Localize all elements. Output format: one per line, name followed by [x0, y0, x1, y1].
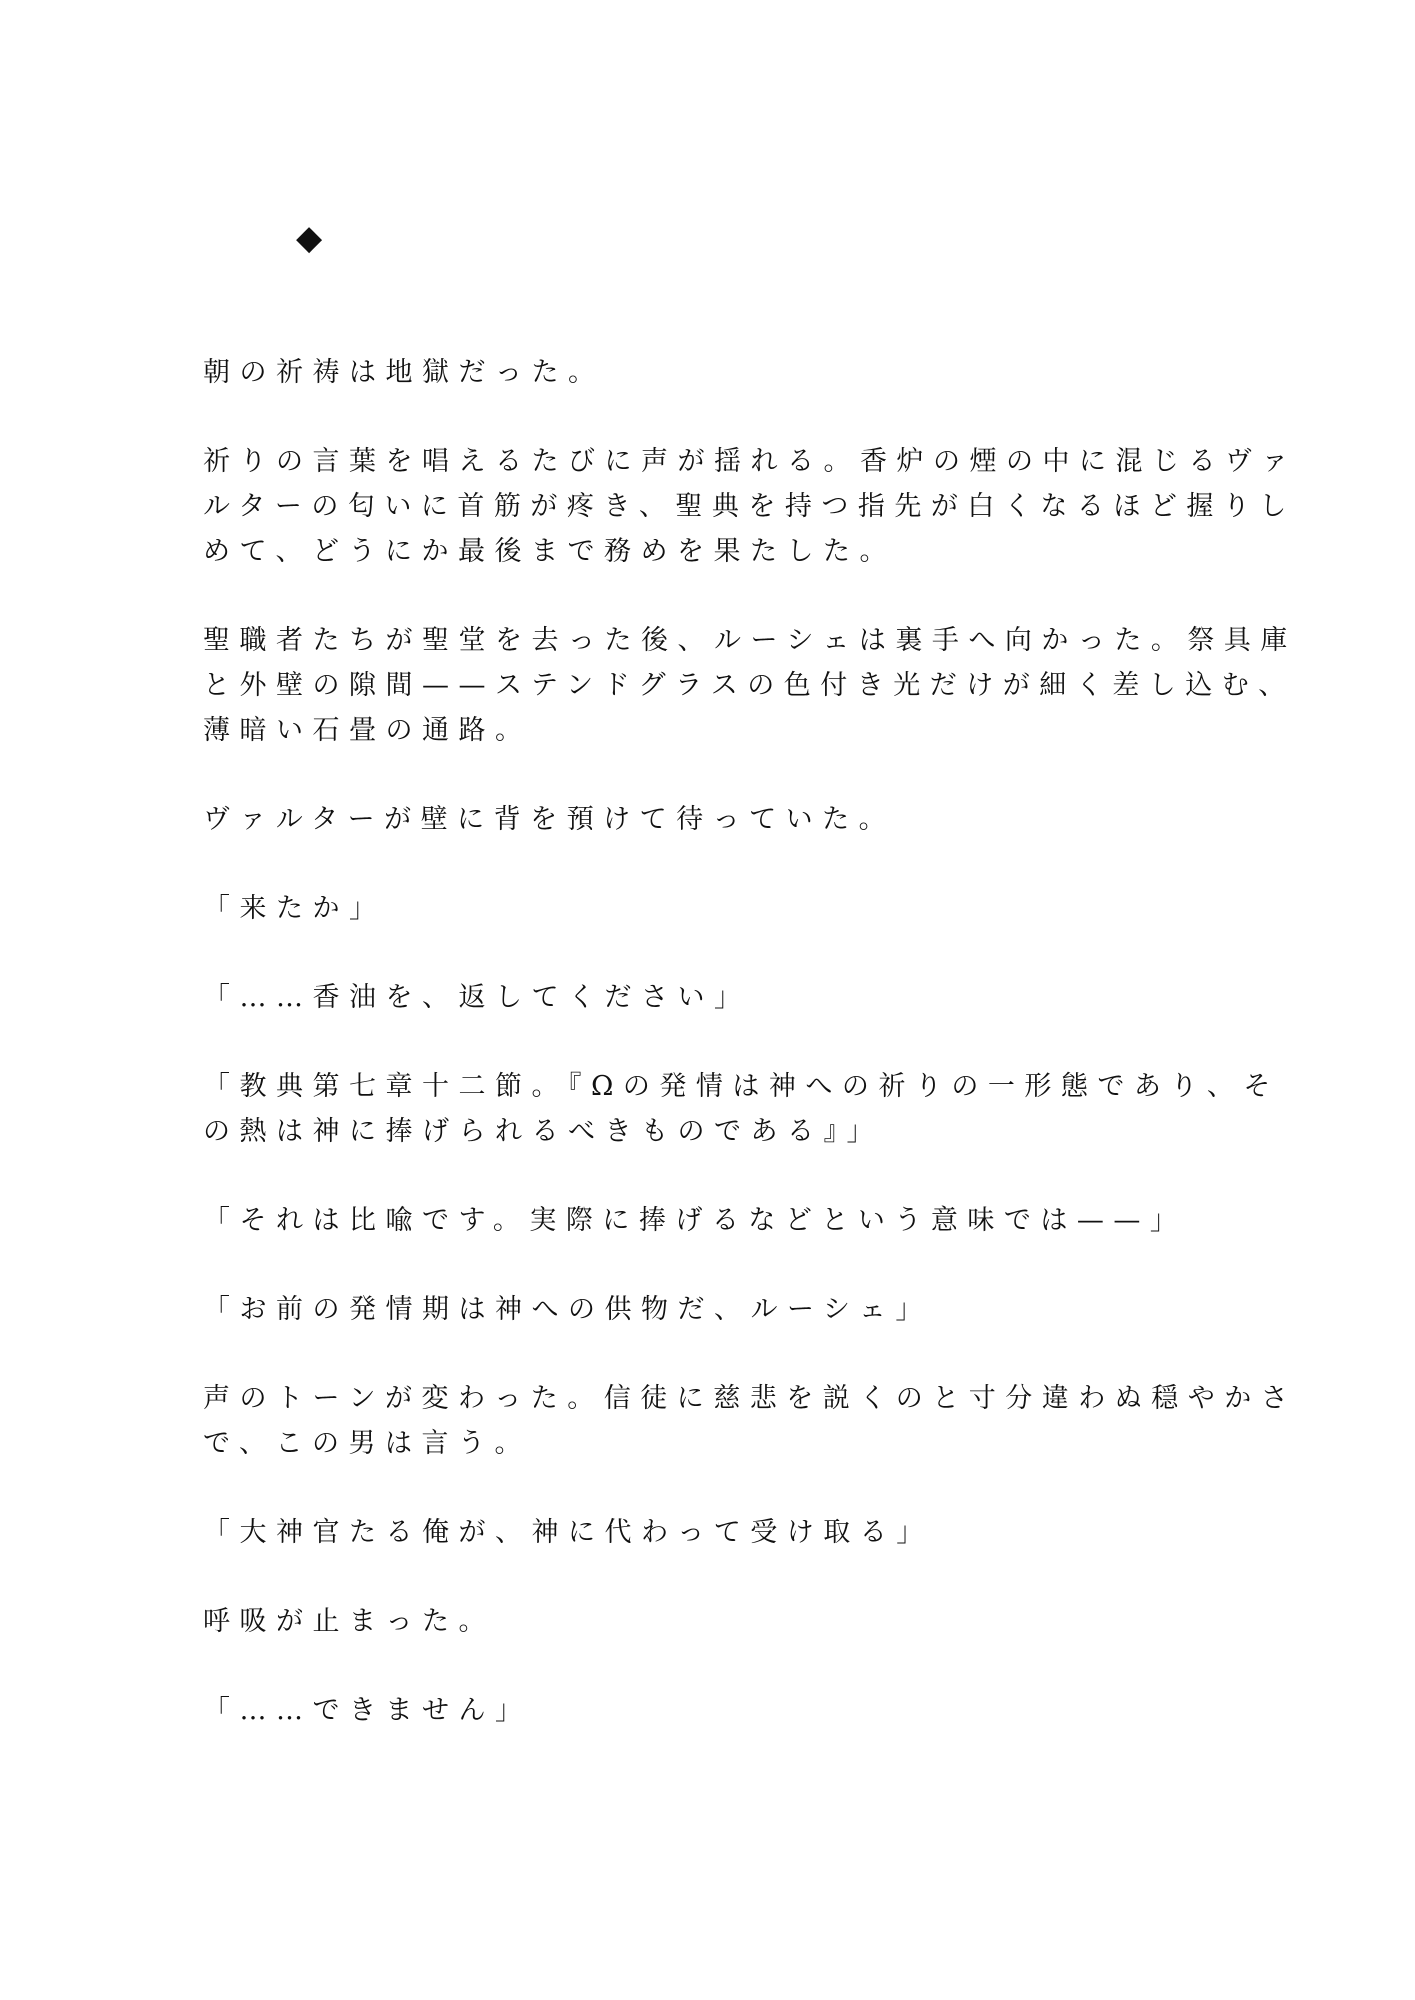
paragraph: 声のトーンが変わった。信徒に慈悲を説くのと寸分違わぬ穏やかさ で、この男は言う。 — [203, 1383, 1298, 1459]
paragraph: 祈りの言葉を唱えるたびに声が揺れる。香炉の煙の中に混じるヴァ ルターの匂いに首筋が疼き、聖典を持つ指先が白くなるほど握りし めて、どうにか最後まで務めを果たした。 — [203, 446, 1298, 567]
paragraph: 聖職者たちが聖堂を去った後、ルーシェは裏手へ向かった。祭具庫 と外壁の隙間——ステンドグラスの色付き光だけが細く差し込む、 薄暗い石畳の通路。 — [203, 625, 1297, 746]
dialogue-line: 「来たか」 — [203, 893, 386, 924]
section-separator: ◆ — [296, 218, 323, 258]
dialogue-line: 「……できません」 — [203, 1695, 532, 1726]
dialogue-line: 「大神官たる俺が、神に代わって受け取る」 — [203, 1517, 933, 1548]
dialogue-line: 「お前の発情期は神への供物だ、ルーシェ」 — [203, 1294, 932, 1325]
paragraph: 呼吸が止まった。 — [203, 1606, 495, 1637]
paragraph: 朝の祈祷は地獄だった。 — [203, 357, 605, 388]
paragraph: ヴァルターが壁に背を預けて待っていた。 — [203, 804, 896, 835]
dialogue-line: 「それは比喩です。実際に捧げるなどという意味では——」 — [203, 1205, 1187, 1236]
dialogue-line: 「教典第七章十二節。『Ωの発情は神への祈りの一形態であり、そ の熱は神に捧げられるべきものである』」 — [203, 1071, 1280, 1147]
text-body — [203, 350, 1298, 1733]
dialogue-line: 「……香油を、返してください」 — [203, 982, 751, 1013]
